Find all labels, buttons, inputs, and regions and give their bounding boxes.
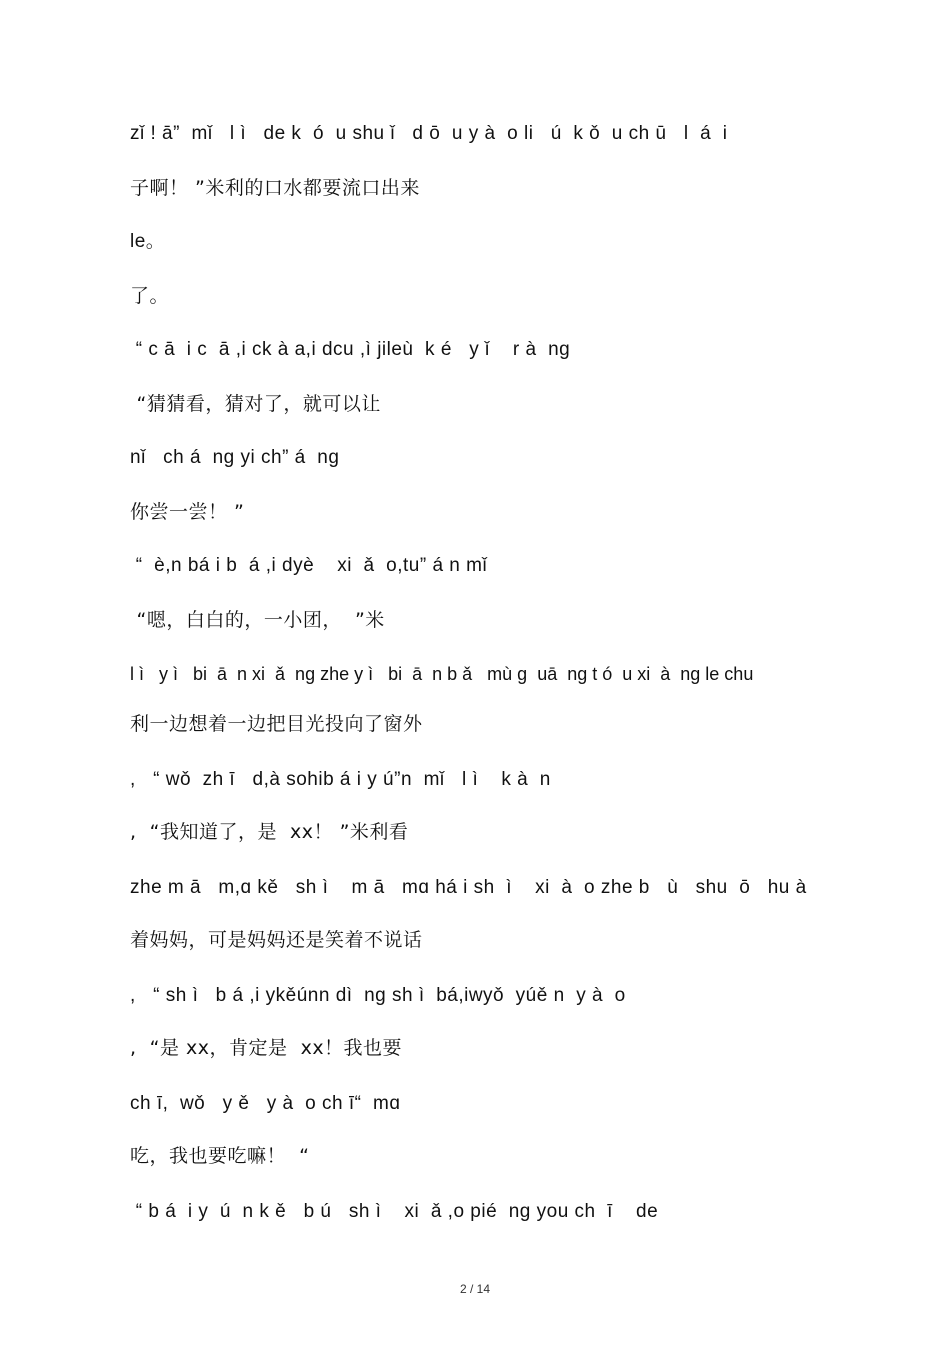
text-line-6: 利一边想着一边把目光投向了窗外 xyxy=(130,713,423,735)
pinyin-line-10: ch ī, wǒ y ě y à o ch ī“ mɑ xyxy=(130,1093,401,1114)
pinyin-line-5: “ è,n bá i b á ,i dyè xi ǎ o,tu” á n mǐ xyxy=(130,555,488,576)
text-line-5: “嗯，白白的，一小团， ”米 xyxy=(130,609,385,631)
text-line-7: , “我知道了，是 xx！ ”米利看 xyxy=(130,821,409,843)
text-line-10: 吃，我也要吃嘛！ “ xyxy=(130,1145,310,1167)
page-number: 2 / 14 xyxy=(459,1282,491,1296)
text-line-4: 你尝一尝！ ” xyxy=(130,501,245,523)
pinyin-line-1: zǐ ! ā” mǐ l ì de k ó u shu ǐ d ō u y à o li ú k ǒ u ch ū l á i xyxy=(130,123,728,144)
pinyin-line-7: , “ wǒ zh ī d,à sohib á i y ú”n mǐ l ì k à n xyxy=(130,769,551,790)
text-line-3: “猜猜看，猜对了，就可以让 xyxy=(130,393,381,415)
pinyin-line-8: zhe m ā m,ɑ kě sh ì m ā mɑ há i sh ì xi à o zhe b ù shu ō hu à xyxy=(130,877,807,898)
pinyin-line-4: nǐ ch á ng yi ch” á ng xyxy=(130,447,340,468)
text-line-2: 了。 xyxy=(130,285,170,307)
text-line-8: 着妈妈，可是妈妈还是笑着不说话 xyxy=(130,929,423,951)
text-line-1: 子啊！ ”米利的口水都要流口出来 xyxy=(130,177,420,199)
pinyin-line-6: l ì y ì bi ā n xi ǎ ng zhe y ì bi ā n b ǎ mù g uā ng t ó u xi à ng le chu xyxy=(130,664,754,684)
pinyin-line-9: , “ sh ì b á ,i ykěúnn dì ng sh ì bá,iwyǒ yúě n y à o xyxy=(130,985,626,1006)
pinyin-line-2: le。 xyxy=(130,231,166,252)
text-line-9: , “是 xx，肯定是 xx！我也要 xyxy=(130,1037,403,1059)
pinyin-line-3: “ c ā i c ā ,i ck à a,i dcu ,ì jileù k é y ǐ r à ng xyxy=(130,339,571,360)
pinyin-line-11: “ b á i y ú n k ě b ú sh ì xi ǎ ,o pié ng you ch ī de xyxy=(130,1201,659,1222)
